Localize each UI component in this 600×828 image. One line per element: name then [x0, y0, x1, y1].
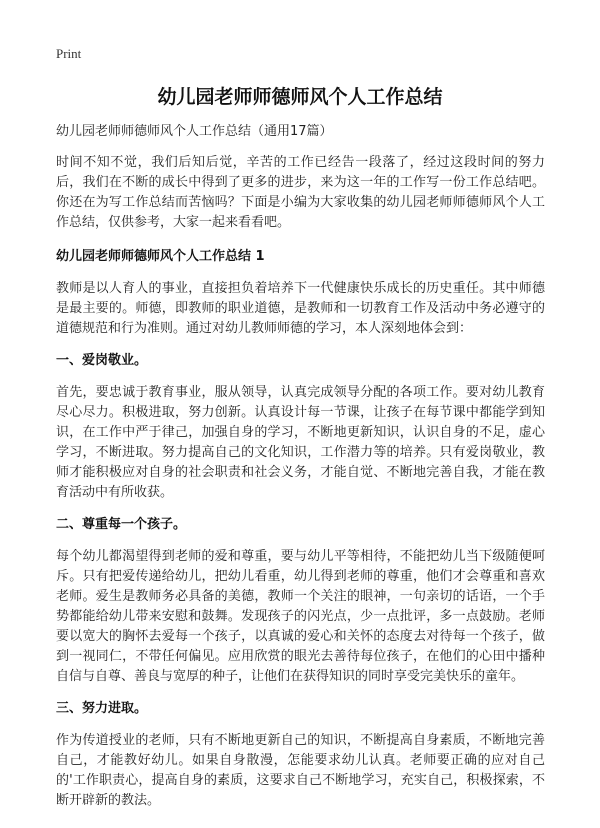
page-title: 幼儿园老师师德师风个人工作总结 [157, 86, 443, 108]
point-heading-progress: 三、努力进取。 [56, 701, 148, 716]
document-body [56, 122, 545, 823]
section-heading-1: 幼儿园老师师德师风个人工作总结 1 [56, 249, 265, 264]
point-heading-dedication: 一、爱岗敬业。 [56, 353, 148, 368]
point-paragraph-progress: 作为传道授业的老师，只有不断地更新自己的知识，不断提高自身素质，不断地完善自己，才能教好幼儿。如果自身散漫，怎能要求幼儿认真。老师要正确的应对自己的'工作职责心，提高自身的素质，这要求自己不断地学习，充实自己，积极探索，不断开辟新的教法。 [56, 733, 545, 808]
point-paragraph-respect: 每个幼儿都渴望得到老师的爱和尊重，要与幼儿平等相待，不能把幼儿当下级随便呵斥。只有把爱传递给幼儿，把幼儿看重，幼儿得到老师的尊重，他们才会尊重和喜欢老师。爱生是教师务必具备的美德，教师一个关注的眼神，一句亲切的话语，一个手势都能给幼儿带来安慰和鼓舞。发现孩子的闪光点，少一点批评，多一点鼓励。老师要以宽大的胸怀去爱每一个孩子，以真诚的爱心和关怀的态度去对待每一个孩子，做到一视同仁，不带任何偏见。应用欣赏的眼光去善待每位孩子，在他们的心田中播种自信与自尊、善良与宽厚的种子，让他们在获得知识的同时享受完美快乐的童年。 [56, 549, 545, 684]
point-heading-respect: 二、尊重每一个孩子。 [56, 517, 187, 532]
point-paragraph-dedication: 首先，要忠诚于教育事业，服从领导，认真完成领导分配的各项工作。要对幼儿教育尽心尽力。积极进取，努力创新。认真设计每一节课，让孩子在每节课中都能学到知识，在工作中严于律己，加强自身的学习，不断地更新知识，认识自身的不足，虚心学习，不断进取。努力提高自己的文化知识，工作潜力等的培养。只有爱岗敬业，教师才能积极应对自身的社会职责和社会义务，才能自觉、不断地完善自我，才能在教育活动中有所收获。 [56, 385, 545, 500]
intro-paragraph: 时间不知不觉，我们后知后觉，辛苦的工作已经告一段落了，经过这段时间的努力后，我们在不断的成长中得到了更多的进步，来为这一年的工作写一份工作总结吧。你还在为写工作总结而苦恼吗？下面是小编为大家收集的幼儿园老师师德师风个人工作总结，仅供参考，大家一起来看看吧。 [56, 155, 545, 230]
print-link[interactable]: Print [56, 46, 82, 61]
document-subtitle: 幼儿园老师师德师风个人工作总结（通用17篇） [56, 124, 333, 139]
section-1-paragraph: 教师是以人育人的事业，直接担负着培养下一代健康快乐成长的历史重任。其中师德是最主要的。师德，即教师的职业道德，是教师和一切教育工作及活动中务必遵守的道德规范和行为准则。通过对幼儿教师师德的学习，本人深刻地体会到： [56, 281, 545, 336]
